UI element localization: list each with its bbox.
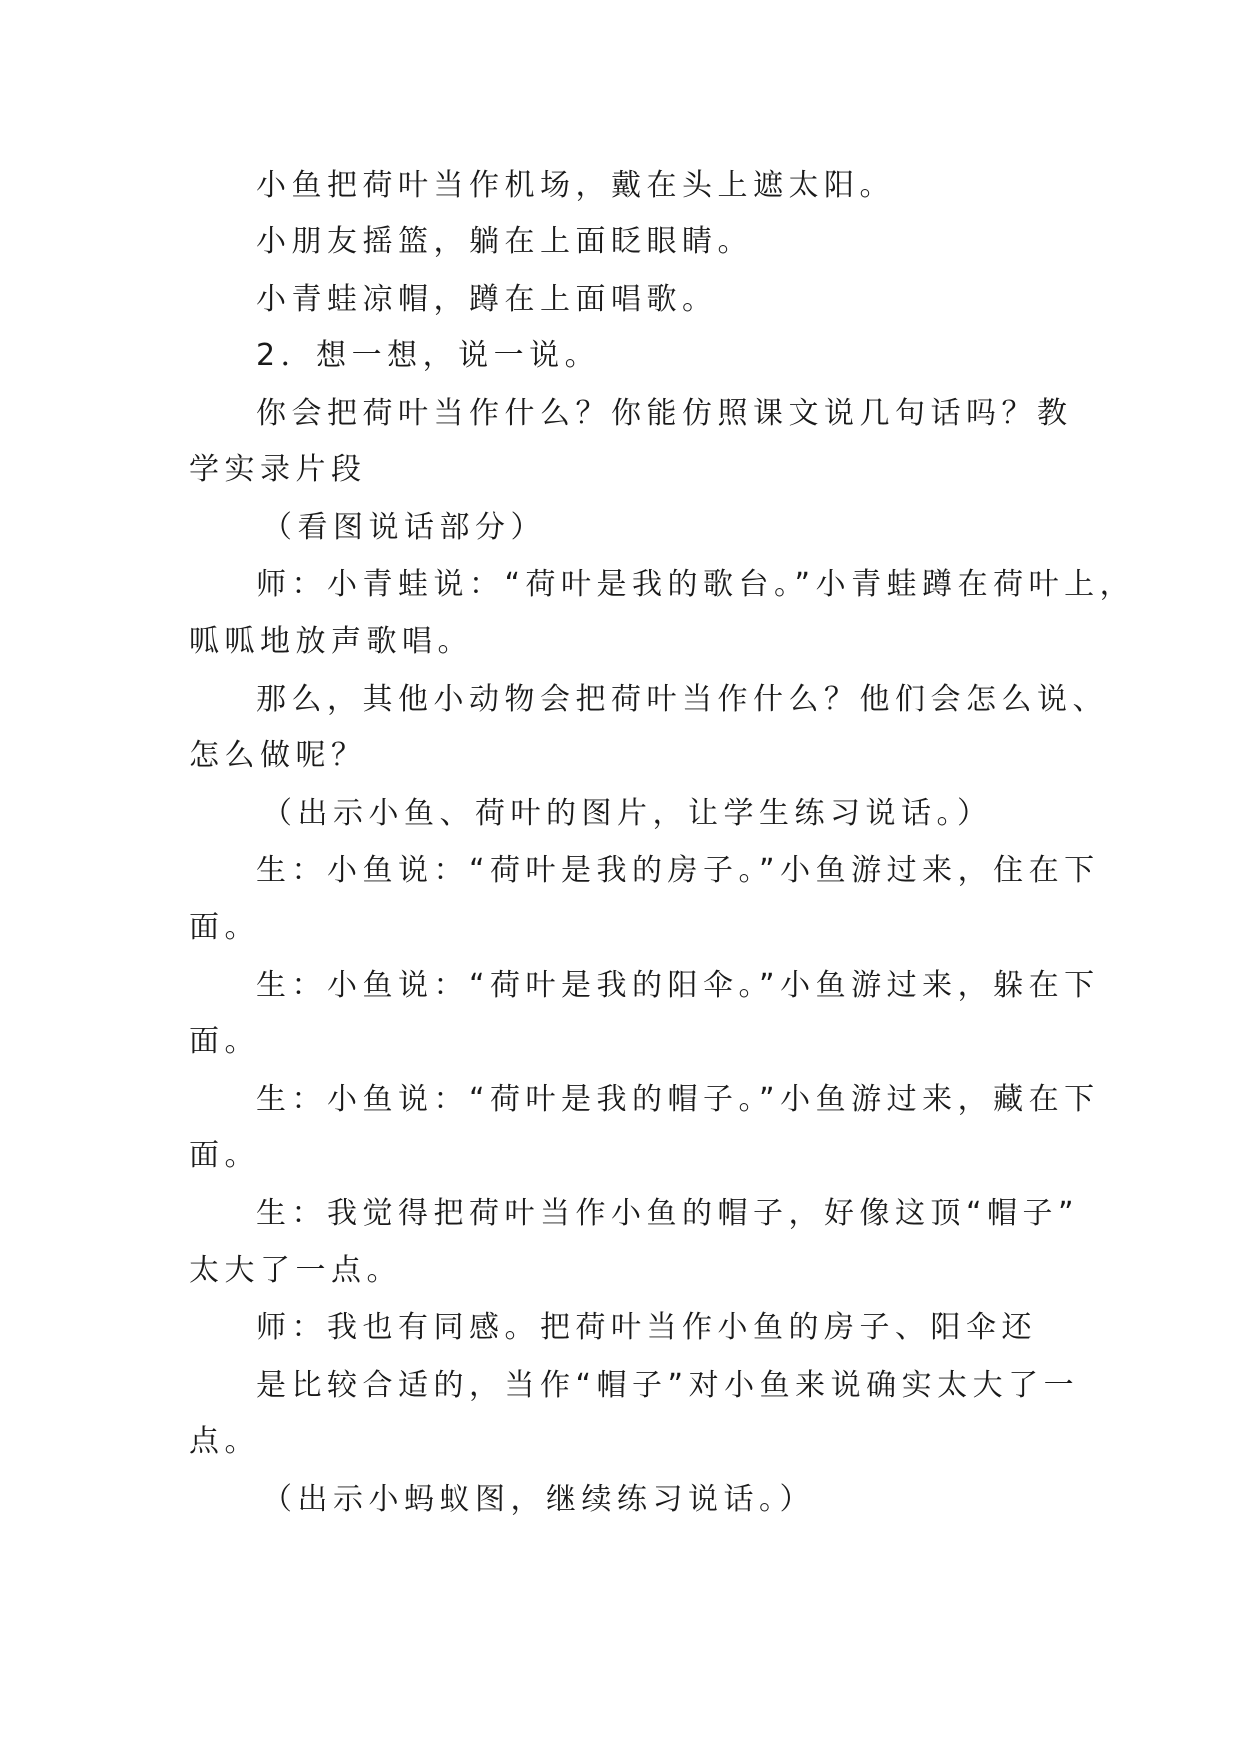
text-line: 太大了一点。 (189, 1253, 402, 1288)
text-line: 面。 (189, 910, 260, 945)
text-line: 小鱼把荷叶当作机场，戴在头上遮太阳。 (256, 168, 895, 203)
text-line: 小青蛙凉帽，蹲在上面唱歌。 (256, 282, 718, 317)
text-line: 面。 (189, 1138, 260, 1173)
text-line: 是比较合适的，当作“帽子”对小鱼来说确实太大了一 (256, 1368, 1080, 1403)
text-line: 生：小鱼说：“荷叶是我的帽子。”小鱼游过来，藏在下 (256, 1082, 1100, 1117)
text-line: （看图说话部分） (262, 510, 546, 545)
text-line: 那么，其他小动物会把荷叶当作什么？他们会怎么说、 (256, 682, 1108, 717)
text-line: 怎么做呢？ (189, 738, 367, 773)
text-line: 2．想一想，说一说。 (256, 338, 601, 373)
text-line: 生：我觉得把荷叶当作小鱼的帽子，好像这顶“帽子” (256, 1196, 1080, 1231)
text-line: 学实录片段 (189, 452, 367, 487)
text-line: （出示小鱼、荷叶的图片，让学生练习说话。） (262, 796, 993, 831)
text-line: 点。 (189, 1424, 260, 1459)
text-line: （出示小蚂蚁图，继续练习说话。） (262, 1482, 815, 1517)
text-line: 师：小青蛙说：“荷叶是我的歌台。”小青蛙蹲在荷叶上， (256, 567, 1136, 602)
text-line: 面。 (189, 1024, 260, 1059)
text-line: 小朋友摇篮，躺在上面眨眼睛。 (256, 224, 753, 259)
text-line: 生：小鱼说：“荷叶是我的房子。”小鱼游过来，住在下 (256, 853, 1100, 888)
text-line: 你会把荷叶当作什么？你能仿照课文说几句话吗？教 (256, 396, 1073, 431)
text-line: 呱呱地放声歌唱。 (189, 624, 473, 659)
text-line: 生：小鱼说：“荷叶是我的阳伞。”小鱼游过来，躲在下 (256, 968, 1100, 1003)
text-line: 师：我也有同感。把荷叶当作小鱼的房子、阳伞还 (256, 1310, 1037, 1345)
